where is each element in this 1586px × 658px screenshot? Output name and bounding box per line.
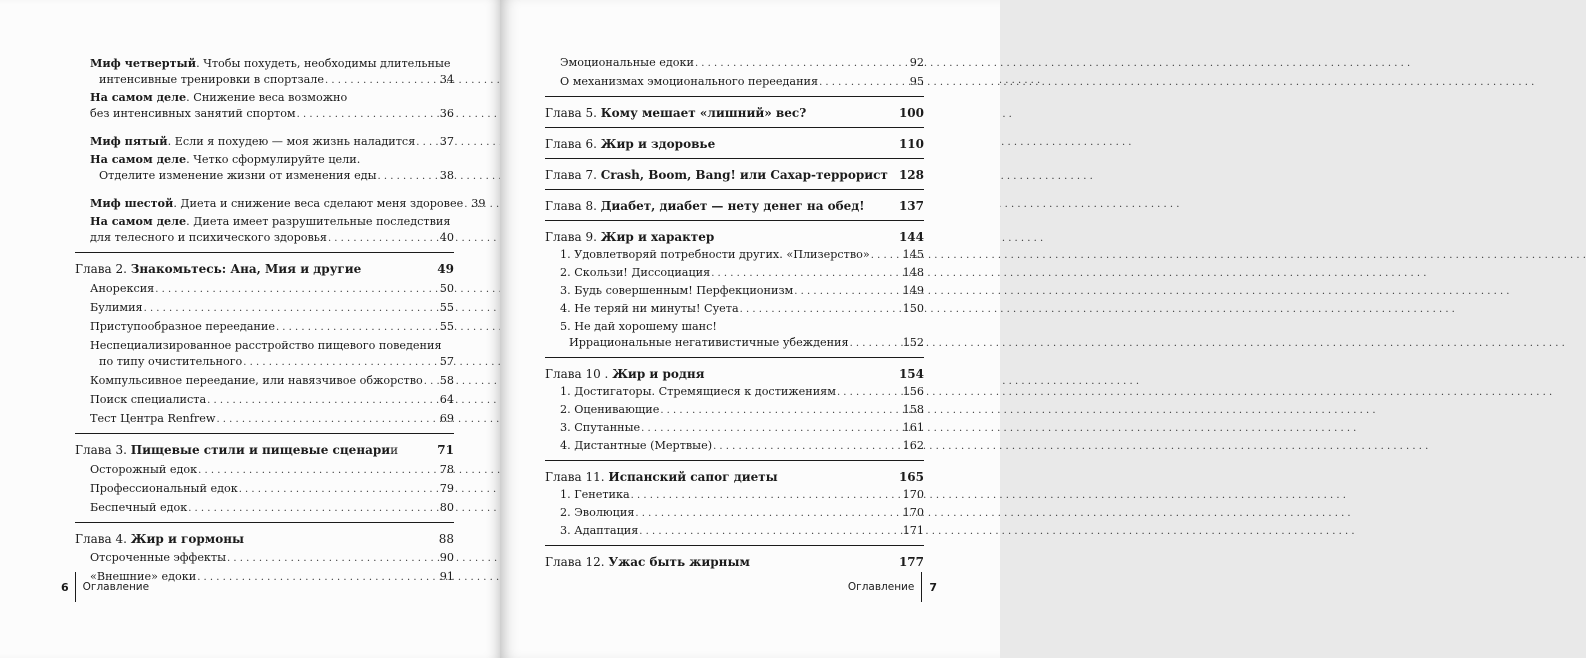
toc-entry[interactable] [545, 438, 924, 455]
toc-entry[interactable] [75, 411, 454, 428]
entry-text: Анорексия [90, 282, 155, 295]
toc-entry-myth-six[interactable] [75, 195, 486, 213]
chapter-title: Ужас быть жирным [608, 555, 750, 569]
reality-label: На самом деле [90, 214, 187, 228]
toc-entry[interactable] [75, 550, 454, 567]
toc-entry[interactable] [75, 319, 454, 336]
leader-dots [695, 55, 909, 72]
myth-label: Миф шестой [90, 196, 174, 210]
leader-dots [639, 523, 901, 540]
page-number: 161 [902, 421, 924, 434]
page-number: 156 [902, 385, 924, 398]
chapter-page: 71 [437, 443, 454, 457]
page-number: 158 [902, 403, 924, 416]
entry-text: 3. Адаптация [560, 524, 639, 537]
leader-dots [155, 281, 439, 298]
leader-dots [207, 392, 439, 409]
divider [545, 127, 924, 128]
left-page [0, 0, 500, 658]
page-number: 162 [902, 439, 924, 452]
reality-label: На самом деле [90, 90, 187, 104]
divider [75, 252, 454, 253]
page-number-footer: 6 [61, 580, 69, 594]
entry-text: 3. Спутанные [560, 421, 641, 434]
page-number: 80 [439, 501, 454, 514]
divider [75, 433, 454, 434]
page-number: 57 [439, 355, 454, 368]
leader-dots [641, 420, 902, 437]
toc-entry[interactable] [75, 500, 454, 517]
page-number-footer: 7 [929, 580, 937, 594]
chapter-10-block [545, 365, 924, 455]
toc-entry[interactable] [545, 283, 924, 300]
myth-six-block [75, 195, 486, 247]
page-number: 78 [439, 463, 454, 476]
leader-dots [144, 300, 439, 317]
entry-text: О механизмах эмоционального переедания [560, 75, 819, 88]
toc-entry[interactable] [545, 523, 924, 540]
chapter-prefix: Глава 4. [75, 532, 127, 546]
leader-dots [216, 411, 438, 428]
page-number: 55 [439, 301, 454, 314]
chapter-prefix: Глава 8. [545, 199, 597, 213]
divider [545, 460, 924, 461]
page-number: 91 [439, 570, 454, 583]
toc-chapter-11[interactable] [545, 468, 924, 486]
page-number: 79 [439, 482, 454, 495]
entry-text: 2. Скользи! Диссоциация [560, 266, 711, 279]
page-number: 64 [439, 393, 454, 406]
chapter-title: Жир и здоровье [600, 137, 716, 151]
chapter-prefix: Глава 12. [545, 555, 605, 569]
page-number: 90 [439, 551, 454, 564]
chapter-page: 88 [438, 532, 454, 546]
leader-dots [424, 373, 439, 390]
leader-dots [794, 283, 901, 300]
page-number: 39 [471, 197, 486, 210]
leader-dots [819, 74, 909, 91]
entry-text: Отделите изменение жизни от изменения еды [99, 169, 377, 182]
entry-text: Профессиональный едок [90, 482, 238, 495]
page-footer-right [848, 574, 937, 600]
chapter-page: 100 [898, 106, 924, 120]
entry-text: 1. Достигаторы. Стремящиеся к достижениям [560, 385, 836, 398]
leader-dots [243, 354, 438, 371]
toc-chapter-6[interactable] [545, 135, 924, 153]
toc-entry-myth-four[interactable] [75, 55, 454, 72]
entry-text: Эмоциональные едоки [560, 56, 694, 69]
toc-entry-cont[interactable] [545, 335, 924, 352]
leader-dots [464, 196, 470, 213]
entry-text: Тест Центра Renfrew [90, 412, 216, 425]
toc-chapter-4[interactable] [75, 530, 454, 548]
leader-dots [871, 247, 902, 264]
leader-dots [198, 462, 439, 479]
toc-entry-myth-five[interactable] [75, 133, 454, 151]
toc-entry-reality-four-cont[interactable] [75, 106, 454, 123]
leader-dots [850, 335, 902, 352]
page-number: 148 [902, 266, 924, 279]
chapter-11-block [545, 468, 924, 540]
leader-dots [635, 505, 901, 522]
page-number: 38 [439, 169, 454, 182]
toc-entry-reality-six[interactable] [75, 213, 454, 230]
entry-text: Компульсивное переедание, или навязчивое обжорство [90, 374, 423, 387]
chapter-9-block [545, 228, 924, 352]
chapter-title: Жир и родня [612, 367, 705, 381]
chapter-title: Crash, Boom, Bang! или Сахар-террорист [600, 168, 888, 182]
leader-dots [837, 384, 902, 401]
toc-chapter-10[interactable] [545, 365, 924, 383]
page-number: 170 [902, 506, 924, 519]
chapter-title: Кому мешает «лишний» вес? [600, 106, 807, 120]
chapter-page: 110 [898, 137, 924, 151]
entry-text: Булимия [90, 301, 143, 314]
entry-text: 2. Эволюция [560, 506, 635, 519]
entry-text: интенсивные тренировки в спортзале [99, 73, 324, 86]
entry-text: 2. Оценивающие [560, 403, 660, 416]
toc-entry[interactable] [545, 74, 924, 91]
chapter-2-block [75, 260, 454, 428]
entry-text: без интенсивных занятий спортом [90, 107, 296, 120]
leader-dots [197, 569, 439, 586]
chapter-page: 128 [898, 168, 924, 182]
chapter-title: Испанский сапог диеты [608, 470, 778, 484]
divider [545, 357, 924, 358]
chapter-prefix: Глава 11. [545, 470, 605, 484]
page-number: 95 [909, 75, 924, 88]
page-number: 34 [439, 73, 454, 86]
leader-dots [328, 230, 439, 247]
leader-dots [276, 319, 439, 336]
chapter-3-block [75, 441, 454, 517]
toc-entry[interactable] [75, 300, 454, 317]
page-number: 50 [439, 282, 454, 295]
divider [545, 189, 924, 190]
leader-dots [631, 487, 902, 504]
chapter-page: 137 [898, 199, 924, 213]
leader-dots [378, 168, 439, 185]
toc-chapter-5[interactable] [545, 104, 924, 122]
page-number: 152 [902, 336, 924, 349]
toc-chapter-9[interactable] [545, 228, 924, 246]
chapter-title: Диабет, диабет — нету денег на обед! [600, 199, 865, 213]
divider [75, 522, 454, 523]
entry-text: Поиск специалиста [90, 393, 207, 406]
toc-entry-reality-six-cont[interactable] [75, 230, 454, 247]
toc-entry[interactable] [545, 402, 924, 419]
entry-text: Иррациональные негативистичные убеждения [569, 336, 849, 349]
chapter-prefix: Глава 3. [75, 443, 127, 457]
page-number: 92 [909, 56, 924, 69]
myth-text: . Чтобы похудеть, необходимы длительные [196, 57, 451, 70]
reality-label: На самом деле [90, 152, 187, 166]
leader-dots [711, 265, 901, 282]
toc-chapter-12[interactable] [545, 553, 924, 571]
chapter-prefix: Глава 7. [545, 168, 597, 182]
leader-dots [740, 301, 902, 318]
chapter-prefix: Глава 10 . [545, 367, 609, 381]
toc-entry[interactable] [545, 55, 924, 72]
leader-dots [713, 438, 902, 455]
toc-entry[interactable] [75, 462, 454, 479]
leader-dots [188, 500, 439, 517]
toc-entry[interactable]: 5. Не дай хорошему шанс! [560, 320, 717, 333]
myth-label: Миф пятый [90, 134, 168, 148]
toc-entry[interactable] [545, 301, 924, 318]
leader-dots [239, 481, 439, 498]
toc-entry[interactable] [545, 505, 924, 522]
page-number: 171 [902, 524, 924, 537]
footer-label: Оглавление [847, 581, 915, 593]
toc-entry[interactable] [545, 420, 924, 437]
myth-five-block [75, 133, 454, 185]
entry-text: Беспечный едок [90, 501, 188, 514]
divider [545, 96, 924, 97]
entry-text: Отсроченные эффекты [90, 551, 227, 564]
footer-divider [75, 572, 76, 602]
toc-right [545, 55, 924, 571]
myth-text: . Диета и снижение веса сделают меня здоровее [173, 197, 464, 210]
toc-entry[interactable] [75, 392, 454, 409]
toc-entry-cont[interactable] [75, 354, 454, 371]
page-number: 145 [902, 248, 924, 261]
entry-text: по типу очистительного [99, 355, 243, 368]
entry-text: 4. Не теряй ни минуты! Суета [560, 302, 739, 315]
divider [545, 158, 924, 159]
reality-text: . Четко сформулируйте цели. [186, 153, 361, 166]
page-number: 55 [439, 320, 454, 333]
chapter-prefix: Глава 2. [75, 262, 127, 276]
myth-text: . Если я похудею — моя жизнь наладится [167, 135, 416, 148]
page-number: 170 [902, 488, 924, 501]
footer-label: Оглавление [82, 581, 150, 593]
toc-chapter-3[interactable] [75, 441, 454, 459]
toc-entry-reality-five-cont[interactable] [75, 168, 454, 185]
toc-entry[interactable] [545, 247, 924, 264]
page-footer-left [61, 574, 149, 600]
toc-entry[interactable] [75, 281, 454, 298]
chapter-prefix: Глава 5. [545, 106, 597, 120]
chapter-page: 144 [898, 230, 924, 244]
toc-entry-reality-five[interactable] [75, 151, 454, 168]
leader-dots [297, 106, 439, 123]
chapter-page: 49 [437, 262, 454, 276]
entry-text: 1. Генетика [560, 488, 630, 501]
chapter-title-tail: и [390, 443, 399, 457]
chapter-prefix: Глава 9. [545, 230, 597, 244]
entry-text: 1. Удовлетворяй потребности других. «Плизерство» [560, 248, 870, 261]
toc-entry[interactable]: Неспециализированное расстройство пищевого поведения [90, 339, 442, 352]
toc-left [75, 55, 486, 586]
divider [545, 545, 924, 546]
chapter-title: Пищевые стили и пищевые сценари [130, 443, 391, 457]
toc-chapter-2[interactable] [75, 260, 454, 278]
leader-dots [325, 72, 439, 89]
right-page [500, 0, 1000, 658]
toc-entry-myth-four-cont[interactable] [75, 72, 454, 89]
page-number: 149 [902, 284, 924, 297]
entry-text: 4. Дистантные (Мертвые) [560, 439, 713, 452]
myth-four-block [75, 55, 454, 123]
chapter-prefix: Глава 6. [545, 137, 597, 151]
chapter-title: Знакомьтесь: Ана, Мия и другие [130, 262, 362, 276]
page-number: 150 [902, 302, 924, 315]
page-number: 36 [439, 107, 454, 120]
toc-chapter-8[interactable] [545, 197, 924, 215]
toc-entry[interactable] [545, 384, 924, 401]
page-number: 58 [439, 374, 454, 387]
chapter-page: 165 [898, 470, 924, 484]
entry-text: «Внешние» едоки [90, 570, 197, 583]
chapter-page: 177 [898, 555, 924, 569]
entry-text: для телесного и психического здоровья [90, 231, 327, 244]
toc-chapter-7[interactable] [545, 166, 924, 184]
chapter-page: 154 [898, 367, 924, 381]
reality-text: . Снижение веса возможно [186, 91, 348, 104]
leader-dots [416, 134, 438, 151]
page-number: 37 [439, 135, 454, 148]
entry-text: 3. Будь совершенным! Перфекционизм [560, 284, 794, 297]
toc-entry[interactable] [545, 265, 924, 282]
entry-text: Приступообразное переедание [90, 320, 275, 333]
toc-entry-reality-four[interactable] [75, 89, 454, 106]
divider [545, 220, 924, 221]
chapter-title: Жир и характер [600, 230, 715, 244]
toc-entry[interactable] [545, 487, 924, 504]
myth-label: Миф четвертый [90, 56, 197, 70]
page-number: 40 [439, 231, 454, 244]
toc-entry[interactable] [75, 481, 454, 498]
reality-text: . Диета имеет разрушительные последствия [186, 215, 451, 228]
chapter-title: Жир и гормоны [130, 532, 245, 546]
leader-dots [660, 402, 901, 419]
toc-entry[interactable] [75, 373, 454, 390]
leader-dots [227, 550, 439, 567]
footer-divider [921, 572, 922, 602]
page-number: 69 [439, 412, 454, 425]
entry-text: Осторожный едок [90, 463, 198, 476]
